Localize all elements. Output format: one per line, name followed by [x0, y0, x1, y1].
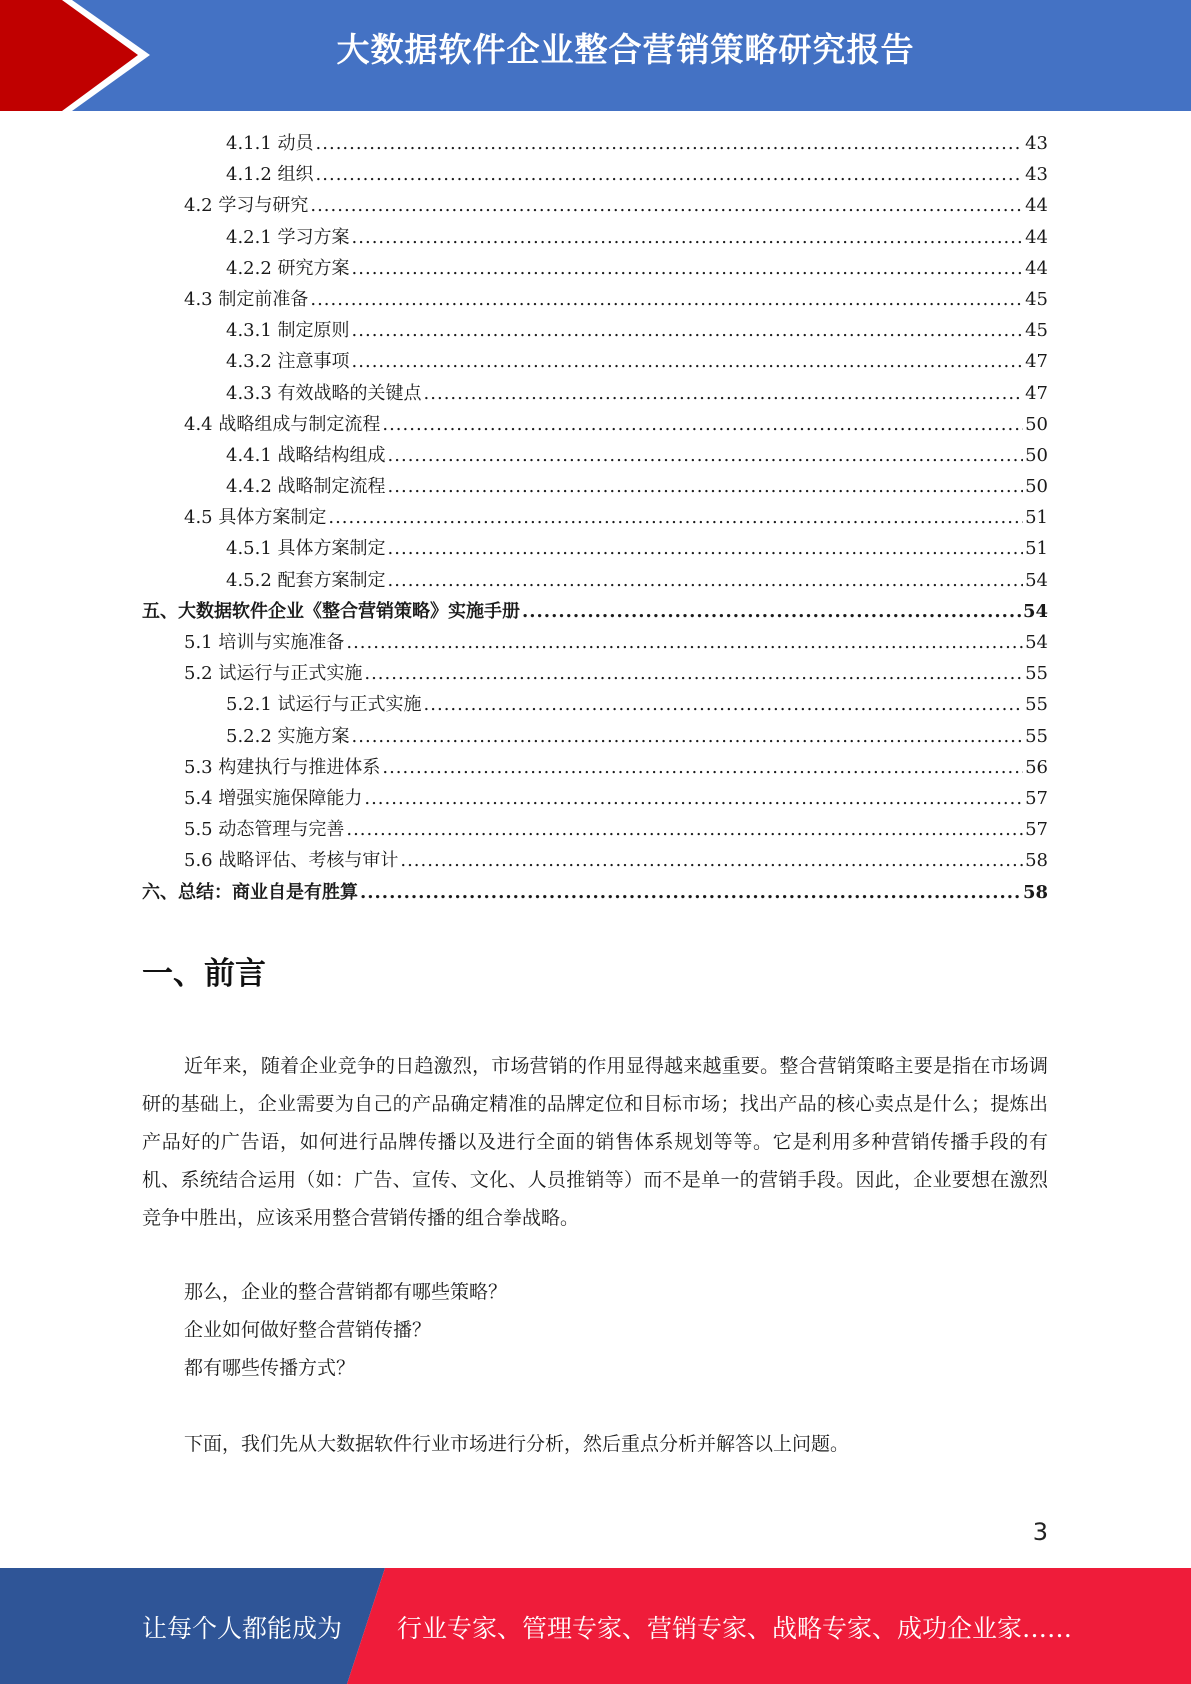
- toc-entry[interactable]: [142, 814, 1048, 845]
- toc-entry-page: 44: [1025, 226, 1048, 248]
- toc-entry[interactable]: [142, 877, 1048, 908]
- toc-leader-dots: [364, 783, 1023, 814]
- footer-slogan-right: 行业专家、管理专家、营销专家、战略专家、成功企业家……: [397, 1614, 1073, 1643]
- toc-entry-page: 50: [1025, 476, 1048, 498]
- toc-leader-dots: [352, 346, 1024, 377]
- toc-entry-page: 58: [1025, 850, 1048, 872]
- toc-entry-page: 57: [1025, 819, 1048, 841]
- toc-entry-page: 55: [1025, 725, 1048, 747]
- toc-leader-dots: [328, 502, 1023, 533]
- page-header: [0, 0, 1191, 111]
- toc-entry[interactable]: [142, 471, 1048, 502]
- table-of-contents: [142, 128, 1048, 908]
- toc-entry-page: 47: [1025, 351, 1048, 373]
- toc-entry[interactable]: [142, 689, 1048, 720]
- toc-entry-label: 5.5 动态管理与完善: [184, 819, 345, 841]
- page-footer: [0, 1568, 1191, 1684]
- toc-entry-page: 43: [1025, 133, 1048, 154]
- toc-entry[interactable]: [142, 533, 1048, 564]
- toc-entry-label: 5.3 构建执行与推进体系: [184, 756, 381, 778]
- question-line-2: 企业如何做好整合营销传播？: [184, 1319, 432, 1341]
- toc-leader-dots: [310, 284, 1023, 315]
- toc-leader-dots: [388, 440, 1024, 471]
- toc-entry-label: 六、总结：商业自是有胜算: [142, 881, 358, 903]
- toc-entry-label: 5.1 培训与实施准备: [184, 632, 345, 653]
- toc-entry-label: 4.5.2 配套方案制定: [226, 569, 386, 591]
- toc-entry-label: 4.5.1 具体方案制定: [226, 538, 386, 560]
- toc-entry-page: 56: [1025, 756, 1048, 778]
- toc-leader-dots: [364, 658, 1023, 689]
- toc-entry[interactable]: [142, 721, 1048, 752]
- toc-entry-page: 43: [1025, 164, 1048, 186]
- toc-entry-label: 4.3.1 制定原则: [226, 320, 350, 342]
- toc-entry-page: 50: [1025, 413, 1048, 435]
- toc-leader-dots: [388, 471, 1024, 502]
- toc-entry-page: 45: [1025, 320, 1048, 342]
- toc-entry[interactable]: [142, 315, 1048, 346]
- toc-entry[interactable]: [142, 284, 1048, 315]
- toc-entry[interactable]: [142, 627, 1048, 658]
- report-title: 大数据软件企业整合营销策略研究报告: [336, 30, 915, 69]
- toc-entry-page: 54: [1025, 569, 1048, 591]
- toc-entry-page: 57: [1025, 787, 1048, 809]
- toc-leader-dots: [400, 845, 1023, 876]
- toc-entry-page: 51: [1025, 538, 1048, 560]
- toc-leader-dots: [388, 533, 1024, 564]
- page-number: 3: [1032, 1518, 1048, 1546]
- toc-entry-label: 5.2.2 实施方案: [226, 725, 350, 747]
- toc-entry-page: 45: [1025, 288, 1048, 310]
- toc-entry-label: 4.1.2 组织: [226, 164, 314, 186]
- toc-leader-dots: [424, 378, 1024, 409]
- toc-entry[interactable]: [142, 346, 1048, 377]
- toc-entry[interactable]: [142, 845, 1048, 876]
- toc-entry[interactable]: [142, 565, 1048, 596]
- toc-entry[interactable]: [142, 159, 1048, 190]
- toc-entry-page: 58: [1022, 881, 1048, 903]
- toc-entry-page: 44: [1025, 195, 1048, 217]
- question-line-3: 都有哪些传播方式？: [184, 1357, 356, 1379]
- toc-leader-dots: [522, 596, 1021, 627]
- toc-entry-page: 55: [1025, 663, 1048, 685]
- toc-entry-page: 51: [1025, 507, 1048, 529]
- toc-entry[interactable]: [142, 128, 1048, 159]
- toc-leader-dots: [352, 253, 1024, 284]
- toc-entry-label: 4.4.1 战略结构组成: [226, 444, 386, 466]
- toc-leader-dots: [316, 128, 1024, 159]
- toc-entry[interactable]: [142, 409, 1048, 440]
- toc-leader-dots: [352, 222, 1024, 253]
- toc-entry-label: 4.3.2 注意事项: [226, 351, 350, 373]
- toc-entry-label: 4.3 制定前准备: [184, 288, 309, 310]
- toc-entry-page: 55: [1025, 694, 1048, 716]
- toc-entry-label: 4.1.1 动员: [226, 133, 314, 154]
- toc-entry-label: 5.4 增强实施保障能力: [184, 787, 363, 809]
- toc-entry[interactable]: [142, 658, 1048, 689]
- toc-entry-label: 5.2 试运行与正式实施: [184, 663, 363, 685]
- toc-entry-page: 47: [1025, 382, 1048, 404]
- toc-entry[interactable]: [142, 596, 1048, 627]
- toc-leader-dots: [316, 159, 1024, 190]
- toc-entry-label: 4.2.2 研究方案: [226, 257, 350, 279]
- toc-entry-label: 4.2 学习与研究: [184, 195, 309, 217]
- toc-entry[interactable]: [142, 783, 1048, 814]
- footer-slogan-left: 让每个人都能成为: [142, 1614, 343, 1643]
- toc-entry-label: 五、大数据软件企业《整合营销策略》实施手册: [142, 600, 520, 622]
- question-line-1: 那么，企业的整合营销都有哪些策略？: [184, 1281, 508, 1303]
- toc-entry[interactable]: [142, 502, 1048, 533]
- toc-leader-dots: [352, 721, 1024, 752]
- toc-entry[interactable]: [142, 440, 1048, 471]
- toc-entry[interactable]: [142, 378, 1048, 409]
- toc-leader-dots: [382, 752, 1023, 783]
- toc-entry-page: 50: [1025, 444, 1048, 466]
- toc-entry-label: 4.3.3 有效战略的关键点: [226, 382, 422, 404]
- toc-leader-dots: [388, 565, 1024, 596]
- toc-entry[interactable]: [142, 190, 1048, 221]
- toc-entry-label: 4.4 战略组成与制定流程: [184, 413, 381, 435]
- section-heading: 一、前言: [142, 956, 266, 992]
- toc-entry-page: 54: [1025, 632, 1048, 653]
- toc-entry-label: 4.4.2 战略制定流程: [226, 476, 386, 498]
- toc-entry-label: 5.6 战略评估、考核与审计: [184, 850, 399, 872]
- closing-line: 下面，我们先从大数据软件行业市场进行分析，然后重点分析并解答以上问题。: [184, 1433, 850, 1455]
- toc-leader-dots: [382, 409, 1023, 440]
- toc-entry-label: 5.2.1 试运行与正式实施: [226, 694, 422, 716]
- toc-leader-dots: [310, 190, 1023, 221]
- toc-leader-dots: [360, 877, 1021, 908]
- toc-entry-page: 54: [1022, 600, 1048, 622]
- toc-entry[interactable]: [142, 222, 1048, 253]
- toc-leader-dots: [346, 627, 1023, 658]
- toc-leader-dots: [346, 814, 1023, 845]
- toc-entry[interactable]: [142, 253, 1048, 284]
- toc-leader-dots: [352, 315, 1024, 346]
- toc-leader-dots: [424, 689, 1024, 720]
- toc-entry-label: 4.5 具体方案制定: [184, 507, 327, 529]
- intro-paragraph: 近年来，随着企业竞争的日趋激烈，市场营销的作用显得越来越重要。整合营销策略主要是指在市场调研的基础上，企业需要为自己的产品确定精准的品牌定位和目标市场；找出产品的核心卖点是什么；提炼出产品好的广告语，如何进行品牌传播以及进行全面的销售体系规划等等。它是利用多种营销传播手段的有机、系统结合运用（如：广告、宣传、文化、人员推销等）而不是单一的营销手段。因此，企业要想在激烈竞争中胜出，应该采用整合营销传播的组合拳战略。: [142, 1055, 1048, 1229]
- toc-entry-label: 4.2.1 学习方案: [226, 226, 350, 248]
- toc-entry-page: 44: [1025, 257, 1048, 279]
- toc-entry[interactable]: [142, 752, 1048, 783]
